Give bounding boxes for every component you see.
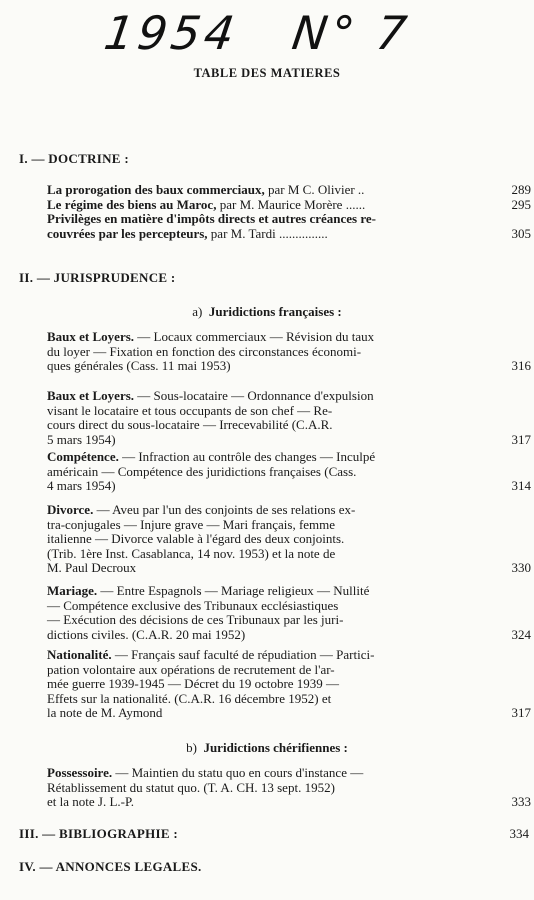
entry-title: La prorogation des baux commerciaux,: [47, 182, 265, 197]
entry-line: américain — Compétence des juridictions françaises (Cass.: [47, 463, 357, 479]
entry-title: Le régime des biens au Maroc,: [47, 197, 217, 212]
entry-line: et la note J. L.-P.: [47, 794, 135, 810]
entry-line: — Entre Espagnols — Mariage religieux — Nullité: [97, 583, 370, 598]
toc-entry-doctrine-3: [47, 211, 531, 241]
entry-line: la note de M. Aymond: [47, 705, 163, 721]
entry-page: 316: [511, 358, 531, 374]
entry-author: par M. Maurice Morère ......: [216, 197, 366, 212]
entry-line: — Compétence exclusive des Tribunaux ecclésiastiques: [47, 597, 339, 613]
entry-topic: Baux et Loyers.: [47, 329, 135, 344]
subsection-letter: a): [192, 304, 203, 319]
subsection-a-heading: [0, 304, 534, 320]
entry-line: 4 mars 1954): [47, 478, 116, 494]
entry-page: 324: [511, 626, 531, 642]
handwritten-year: 1954: [100, 6, 242, 60]
entry-page: 333: [511, 794, 531, 810]
entry-line: pation volontaire aux opérations de recrutement de l'ar-: [47, 661, 335, 677]
toc-entry-mariage: [47, 583, 531, 642]
entry-line: — Infraction au contrôle des changes — Inculpé: [118, 449, 376, 464]
toc-entry-competence: [47, 449, 531, 494]
entry-line: — Locaux commerciaux — Révision du taux: [134, 329, 375, 344]
entry-line: Effets sur la nationalité. (C.A.R. 16 décembre 1952) et: [47, 690, 332, 706]
entry-page: 305: [511, 225, 531, 241]
entry-line: — Français sauf faculté de répudiation — Partici-: [111, 647, 375, 662]
entry-page: 314: [511, 478, 531, 494]
entry-line: italienne — Divorce valable à l'égard des deux conjoints.: [47, 531, 345, 547]
entry-line: — Sous-locataire — Ordonnance d'expulsion: [134, 388, 374, 403]
entry-topic: Possessoire.: [47, 765, 113, 780]
bibliographie-page: 334: [509, 826, 529, 841]
entry-line: — Aveu par l'un des conjoints de ses relations ex-: [93, 502, 356, 517]
entry-line: du loyer — Fixation en fonction des circonstances économi-: [47, 343, 362, 359]
entry-line: dictions civiles. (C.A.R. 20 mai 1952): [47, 626, 246, 642]
entry-topic: Divorce.: [47, 502, 94, 517]
toc-entry-divorce: [47, 502, 531, 576]
entry-topic: Nationalité.: [47, 647, 112, 662]
entry-line: visant le locataire et tous occupants de son chef — Re-: [47, 402, 333, 418]
subsection-letter: b): [186, 740, 197, 755]
entry-line: — Exécution des décisions de ces Tribunaux par les juri-: [47, 612, 344, 628]
entry-page: 330: [511, 560, 531, 576]
entry-page: 295: [511, 197, 531, 212]
entry-page: 317: [511, 705, 531, 721]
entry-line: 5 mars 1954): [47, 431, 116, 447]
entry-author: par M C. Olivier ..: [264, 182, 365, 197]
entry-topic: Baux et Loyers.: [47, 388, 135, 403]
toc-entry-baux-loyers-1: [47, 329, 531, 374]
entry-line: tra-conjugales — Injure grave — Mari français, femme: [47, 516, 336, 532]
entry-title-line-1: Privilèges en matière d'impôts directs et autres créances re-: [47, 211, 376, 226]
entry-title-line-2: couvrées par les percepteurs,: [47, 225, 208, 241]
entry-line: cours direct du sous-locataire — Irrecevabilité (C.A.R.: [47, 417, 333, 433]
entry-line: (Trib. 1ère Inst. Casablanca, 14 nov. 1953) et la note de: [47, 545, 336, 561]
section-bibliographie-heading: III. — BIBLIOGRAPHIE :: [19, 826, 179, 841]
toc-entry-doctrine-1: [47, 182, 531, 198]
entry-line: Rétablissement du statut quo. (T. A. CH. 13 sept. 1952): [47, 779, 335, 795]
page-title: TABLE DES MATIERES: [193, 66, 341, 80]
entry-page: 317: [511, 431, 531, 447]
entry-line: ques générales (Cass. 11 mai 1953): [47, 358, 231, 374]
toc-entry-nationalite: [47, 647, 531, 721]
toc-entry-possessoire: [47, 765, 531, 810]
entry-line: mée guerre 1939-1945 — Décret du 19 octobre 1939 —: [47, 676, 340, 692]
subsection-title: Juridictions françaises :: [208, 304, 342, 319]
section-jurisprudence-heading: II. — JURISPRUDENCE :: [19, 270, 176, 285]
entry-topic: Compétence.: [47, 449, 119, 464]
entry-line: M. Paul Decroux: [47, 560, 137, 576]
section-doctrine-heading: I. — DOCTRINE :: [19, 151, 129, 166]
toc-entry-baux-loyers-2: [47, 388, 531, 447]
entry-line: — Maintien du statu quo en cours d'instance —: [112, 765, 364, 780]
entry-author: par M. Tardi ...............: [207, 225, 328, 241]
section-annonces-heading: IV. — ANNONCES LEGALES.: [19, 859, 202, 874]
entry-topic: Mariage.: [47, 583, 98, 598]
entry-page: 289: [511, 182, 531, 197]
handwritten-issue-number: N° 7: [288, 6, 414, 60]
subsection-title: Juridictions chérifiennes :: [203, 740, 348, 755]
subsection-b-heading: [0, 740, 534, 756]
